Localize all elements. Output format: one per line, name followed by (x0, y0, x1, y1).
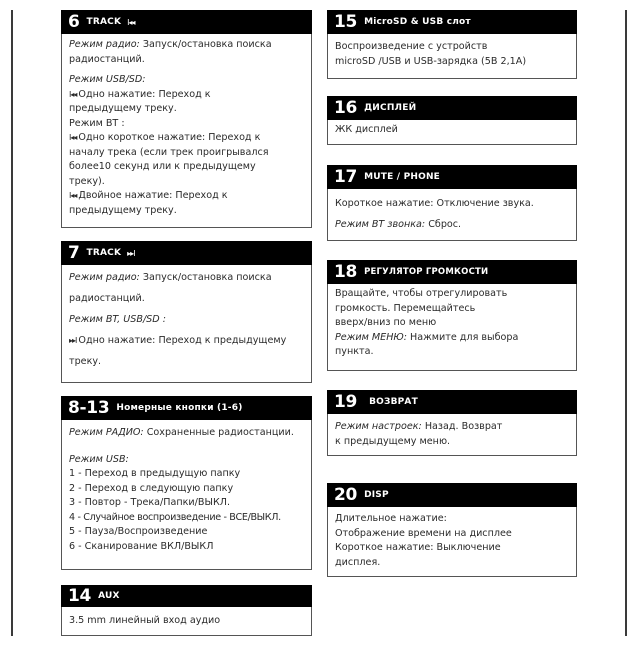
section-20-disp (327, 483, 577, 577)
text: Запуск/остановка поиска (139, 272, 272, 283)
section-body (328, 34, 576, 73)
section-6-track-prev (61, 10, 312, 228)
text: треку). (69, 175, 105, 187)
section-19-back (327, 390, 577, 456)
section-15-microsd-usb (327, 10, 577, 79)
section-number: 18 (334, 262, 358, 282)
text: предыдущему треку. (69, 204, 177, 216)
text: Короткое нажатие: Отключение звука. (335, 198, 534, 209)
right-margin-rule (625, 10, 627, 636)
section-body (328, 507, 576, 574)
section-title: MicroSD & USB слот (364, 17, 471, 27)
prev-track-icon: I◂◂ (127, 17, 135, 27)
section-title: Номерные кнопки (1-6) (116, 403, 243, 413)
mode-label: Режим BT звонка: (335, 219, 426, 230)
mode-label: Режим РАДИО: (69, 427, 144, 438)
text: к предыдущему меню. (335, 435, 451, 447)
section-16-display (327, 96, 577, 145)
section-header (327, 10, 577, 34)
section-header (327, 260, 577, 284)
text: microSD /USB и USB-зарядка (5В 2,1А) (335, 55, 527, 67)
section-body (62, 607, 311, 633)
prev-track-icon: I◂◂ (69, 133, 77, 142)
section-body (62, 420, 311, 558)
next-track-icon: ▸▸I (69, 336, 77, 345)
text: Сброс. (425, 219, 462, 230)
section-number: 20 (334, 485, 358, 505)
section-header (327, 96, 577, 120)
mode-label: Режим радио: (69, 272, 140, 283)
section-8-13-number-buttons (61, 396, 312, 570)
text: 3 - Повтор - Трека/Папки/ВЫКЛ. (69, 497, 231, 508)
text: 6 - Сканирование ВКЛ/ВЫКЛ (69, 540, 214, 552)
section-title: TRACK (86, 17, 122, 27)
text: Длительное нажатие: (335, 513, 447, 524)
text: Назад. Возврат (421, 421, 503, 432)
text: радиостанций. (69, 293, 145, 304)
text: дисплея. (335, 556, 381, 568)
text: вверх/вниз по меню (335, 317, 437, 328)
text: Воспроизведение с устройств (335, 41, 488, 52)
section-header (327, 165, 577, 189)
mode-label: Режим USB: (69, 453, 129, 465)
text: началу трека (если трек проигрывался (69, 146, 269, 158)
section-14-aux (61, 585, 312, 636)
section-number: 15 (334, 12, 358, 32)
text: радиостанций. (69, 53, 145, 65)
section-title: ВОЗВРАТ (369, 397, 418, 407)
text: треку. (69, 356, 102, 367)
section-title: AUX (98, 591, 120, 601)
section-title: MUTE / PHONE (364, 172, 441, 182)
text: более10 секунд или к предыдущему (69, 161, 256, 172)
next-track-icon: ▸▸I (127, 248, 135, 258)
prev-track-icon: I◂◂ (69, 89, 77, 99)
left-margin-rule (11, 10, 13, 636)
section-header (61, 10, 312, 34)
mode-label: Режим USB/SD: (69, 74, 146, 85)
text: Вращайте, чтобы отрегулировать (335, 288, 508, 299)
text: Одно нажатие: Переход к (78, 88, 211, 100)
text: 4 - Случайное воспроизведение - ВСЕ/ВЫКЛ. (69, 511, 281, 523)
text: Нажмите для выбора (407, 331, 519, 343)
prev-track-icon: I◂◂ (69, 191, 77, 200)
section-number: 14 (68, 586, 92, 606)
mode-label: Режим BT, USB/SD : (69, 314, 166, 325)
section-number: 8-13 (68, 398, 110, 418)
section-18-volume-knob (327, 260, 577, 371)
section-title: DISP (364, 490, 389, 500)
mode-label: Режим радио: (69, 39, 140, 50)
text: 2 - Переход в следующую папку (69, 482, 234, 494)
text: Короткое нажатие: Выключение (335, 542, 501, 553)
section-body (62, 265, 311, 376)
section-number: 16 (334, 98, 358, 118)
text: Двойное нажатие: Переход к (78, 190, 228, 201)
text: Одно нажатие: Переход к предыдущему (78, 335, 287, 346)
section-title: ДИСПЛЕЙ (364, 103, 417, 113)
text: Запуск/остановка поиска (139, 39, 272, 50)
text: Режим BT : (69, 117, 125, 129)
text: 3.5 mm линейный вход аудио (69, 615, 221, 626)
section-body (328, 120, 576, 142)
text: Одно короткое нажатие: Переход к (78, 132, 261, 143)
text: ЖК дисплей (335, 124, 398, 135)
section-body (328, 414, 576, 453)
text: предыдущему треку. (69, 103, 177, 114)
section-number: 17 (334, 167, 358, 187)
section-number: 7 (68, 243, 80, 263)
section-17-mute-phone (327, 165, 577, 241)
section-header (61, 241, 312, 265)
section-title: РЕГУЛЯТОР ГРОМКОСТИ (364, 267, 489, 277)
section-title: TRACK (86, 248, 122, 258)
section-header (327, 390, 577, 414)
mode-label: Режим настроек: (335, 421, 422, 432)
section-header (327, 483, 577, 507)
text: пункта. (335, 346, 374, 357)
section-number: 6 (68, 12, 80, 32)
section-header (61, 396, 312, 420)
section-header (61, 585, 312, 607)
section-body (328, 284, 576, 364)
section-body (328, 189, 576, 239)
text: 5 - Пауза/Воспроизведение (69, 526, 208, 537)
text: Отображение времени на дисплее (335, 527, 512, 539)
section-7-track-next (61, 241, 312, 383)
section-body (62, 34, 311, 222)
text: Сохраненные радиостанции. (143, 427, 294, 438)
text: 1 - Переход в предыдущую папку (69, 468, 241, 479)
text: громкость. Перемещайтесь (335, 302, 476, 314)
section-number: 19 (334, 392, 358, 412)
mode-label: Режим МЕНЮ: (335, 331, 407, 343)
